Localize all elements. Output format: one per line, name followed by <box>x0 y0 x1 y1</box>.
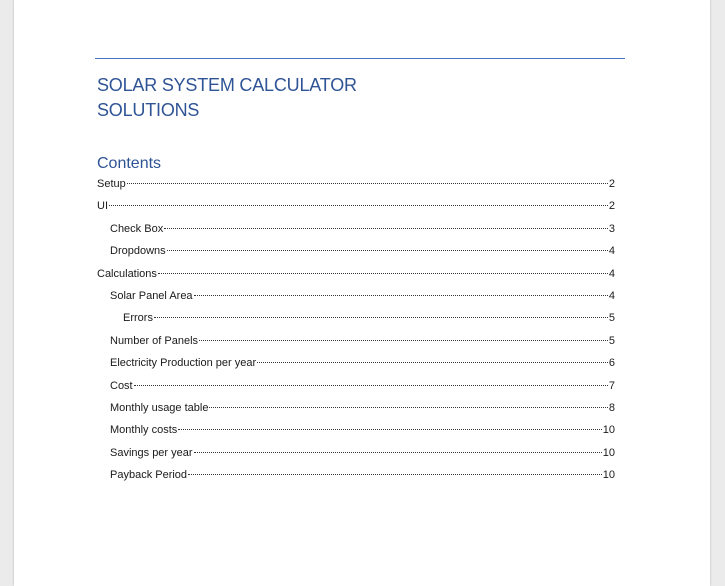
toc-entry-calculations[interactable] <box>97 263 615 285</box>
toc-dot-leader <box>109 205 608 206</box>
toc-entry-label: Cost <box>110 379 133 392</box>
toc-dot-leader <box>127 183 608 184</box>
document-page <box>14 0 710 586</box>
toc-entry-electricity-production[interactable] <box>97 352 615 374</box>
toc-page-number: 3 <box>608 222 615 235</box>
toc-page-number: 5 <box>608 334 615 347</box>
toc-entry-payback-period[interactable] <box>97 464 615 486</box>
toc-entry-setup[interactable] <box>97 173 615 195</box>
header-rule <box>95 58 625 59</box>
toc-entry-number-of-panels[interactable] <box>97 330 615 352</box>
toc-entry-errors[interactable] <box>97 307 615 329</box>
toc-dot-leader <box>194 452 602 453</box>
toc-entry-label: Solar Panel Area <box>110 289 193 302</box>
toc-entry-solar-panel-area[interactable] <box>97 285 615 307</box>
toc-entry-monthly-usage-table[interactable] <box>97 397 615 419</box>
toc-entry-label: Electricity Production per year <box>110 357 257 370</box>
toc-entry-label: Savings per year <box>110 446 193 459</box>
toc-entry-label: UI <box>97 200 108 213</box>
toc-dot-leader <box>178 429 602 430</box>
toc-entry-label: Calculations <box>97 267 157 280</box>
toc-entry-dropdowns[interactable] <box>97 240 615 262</box>
toc-entry-savings-per-year[interactable] <box>97 442 615 464</box>
title-line-1: SOLAR SYSTEM CALCULATOR <box>97 75 357 95</box>
table-of-contents <box>97 173 615 486</box>
toc-entry-check-box[interactable] <box>97 218 615 240</box>
toc-page-number: 4 <box>608 245 615 258</box>
toc-page-number: 4 <box>608 289 615 302</box>
toc-entry-cost[interactable] <box>97 375 615 397</box>
toc-page-number: 10 <box>602 469 615 482</box>
toc-page-number: 5 <box>608 312 615 325</box>
toc-dot-leader <box>134 385 608 386</box>
toc-dot-leader <box>188 474 602 475</box>
toc-entry-label: Errors <box>123 312 153 325</box>
toc-entry-label: Check Box <box>110 222 164 235</box>
toc-page-number: 4 <box>608 267 615 280</box>
toc-page-number: 10 <box>602 446 615 459</box>
toc-page-number: 8 <box>608 401 615 414</box>
toc-entry-label: Setup <box>97 178 126 190</box>
toc-page-number: 6 <box>608 357 615 370</box>
toc-entry-label: Payback Period <box>110 469 188 482</box>
toc-dot-leader <box>209 407 607 408</box>
toc-heading: Contents <box>97 155 162 172</box>
toc-dot-leader <box>194 295 608 296</box>
toc-dot-leader <box>158 273 608 274</box>
toc-entry-monthly-costs[interactable] <box>97 419 615 441</box>
toc-page-number: 2 <box>608 178 615 190</box>
toc-page-number: 7 <box>608 379 615 392</box>
toc-page-number: 2 <box>608 200 615 213</box>
toc-page-number: 10 <box>602 424 615 437</box>
toc-dot-leader <box>257 362 608 363</box>
document-title <box>97 73 357 123</box>
title-line-2: SOLUTIONS <box>97 100 200 120</box>
toc-entry-label: Monthly usage table <box>110 401 209 414</box>
toc-dot-leader <box>167 250 608 251</box>
toc-entry-ui[interactable] <box>97 195 615 217</box>
toc-entry-label: Monthly costs <box>110 424 178 437</box>
toc-dot-leader <box>199 340 608 341</box>
toc-dot-leader <box>164 228 608 229</box>
toc-dot-leader <box>154 317 608 318</box>
toc-entry-label: Number of Panels <box>110 334 199 347</box>
toc-entry-label: Dropdowns <box>110 245 166 258</box>
